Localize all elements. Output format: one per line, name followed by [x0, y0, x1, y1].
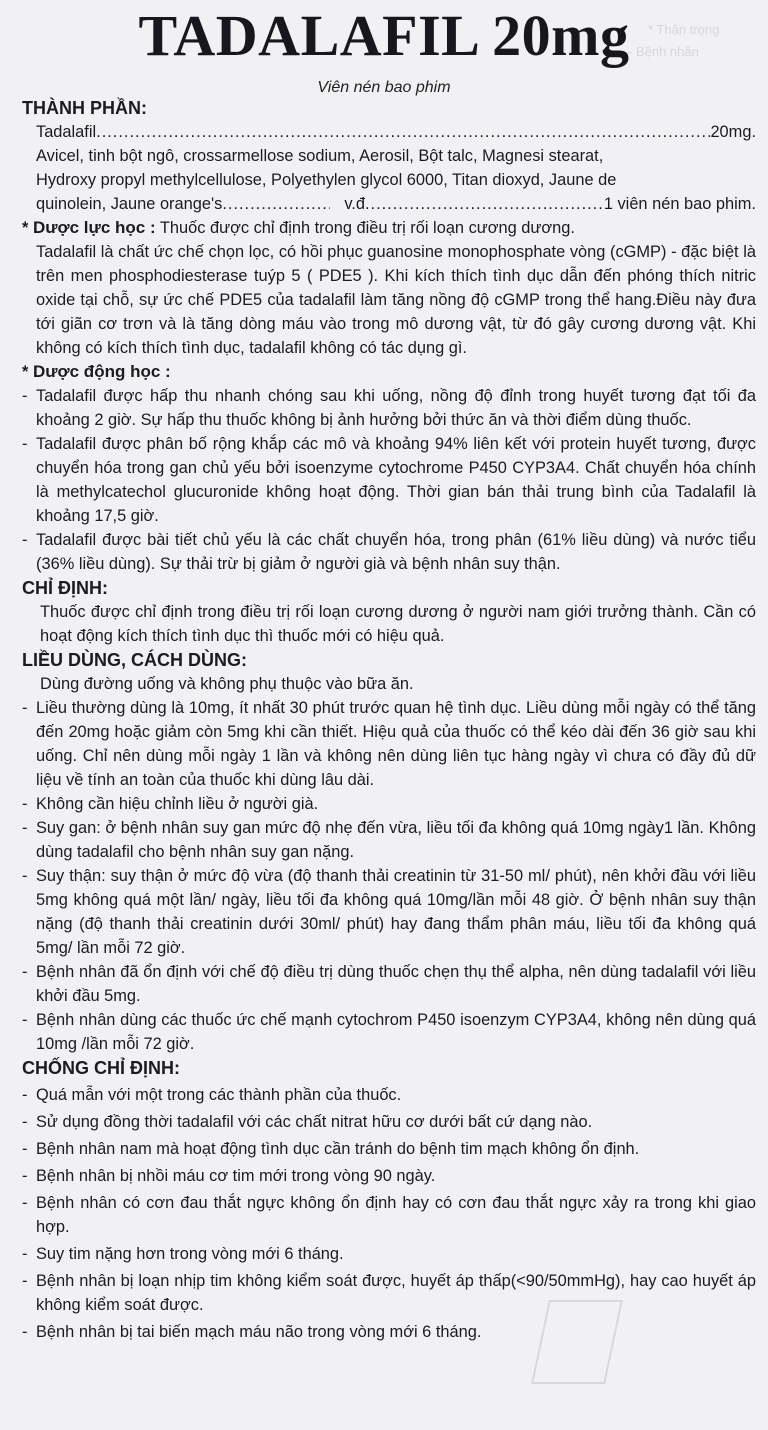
list-item: - Suy tim nặng hơn trong vòng mới 6 tháng. — [0, 1242, 768, 1266]
document-subtitle: Viên nén bao phim — [317, 79, 451, 96]
indications-text: Thuốc được chỉ định trong điều trị rối loạn cương dương ở người nam giới trưởng thành. Cần có hoạt động kích thích tình dục thì thuốc mới có hiệu quả. — [40, 603, 756, 645]
list-item: - Tadalafil được phân bố rộng khắp các mô và khoảng 94% liên kết với protein huyết tương, được chuyển hóa trong gan chủ yếu bởi isoenzyme cytochrome P450 CYP3A4. Chất chuyển hóa chính là methylcatechol glucuronide không hoạt động. Thời gian bán thải trung bình của Tadalafil là khoảng 17,5 giờ. — [0, 432, 768, 528]
ingredient-line-tadalafil: Tadalafil ..... 20mg. — [0, 120, 768, 144]
list-item: - Bệnh nhân bị loạn nhịp tim không kiểm soát được, huyết áp thấp(<90/50mmHg), hay cao huyết áp không kiểm soát được. — [0, 1269, 768, 1317]
dot-leader — [365, 192, 604, 216]
list-item: - Bệnh nhân bị nhồi máu cơ tim mới trong vòng 90 ngày. — [0, 1164, 768, 1188]
ingredients-heading: THÀNH PHẦN: — [22, 98, 147, 118]
show-through-text: - Bệnh nhân — [628, 44, 699, 59]
excipients-line-last: quinolein, Jaune orange's ..... v.đ ..... 1 viên nén bao phim. — [0, 192, 768, 216]
list-item: - Bệnh nhân có cơn đau thắt ngực không ổn định hay có cơn đau thắt ngực xảy ra trong khi giao hợp. — [0, 1191, 768, 1239]
list-item: - Sử dụng đồng thời tadalafil với các chất nitrat hữu cơ dưới bất cứ dạng nào. — [0, 1110, 768, 1134]
list-item: - Liều thường dùng là 10mg, ít nhất 30 phút trước quan hệ tình dục. Liều dùng mỗi ngày có thể tăng đến 20mg hoặc giảm còn 5mg khi cần thiết. Hiệu quả của thuốc có thể kéo dài đến 36 giờ sau khi uống. Chỉ nên dùng mỗi ngày 1 lần và không nên dùng liên tục hàng ngày vì chưa có đầy đủ dữ liệu về tính an toàn của thuốc khi dùng lâu dài. — [0, 696, 768, 792]
list-item: - Bệnh nhân nam mà hoạt động tình dục cần tránh do bệnh tim mạch không ổn định. — [0, 1137, 768, 1161]
list-item: - Suy thận: suy thận ở mức độ vừa (độ thanh thải creatinin từ 31-50 ml/ phút), nên khởi đầu với liều 5mg không quá một lần/ ngày, liều tối đa không quá 10mg/lần mỗi 48 giờ. Ở bệnh nhân suy thận nặng (độ thanh thải creatinin dưới 30ml/ phút) hay đang thẩm phân máu, liều tối đa không quá 5mg/ lần mỗi 72 giờ. — [0, 864, 768, 960]
contraindications-heading: CHỐNG CHỈ ĐỊNH: — [22, 1058, 180, 1078]
list-item: - Không cần hiệu chỉnh liều ở người già. — [0, 792, 768, 816]
list-item: - Quá mẫn với một trong các thành phần của thuốc. — [0, 1083, 768, 1107]
list-item: - Bệnh nhân dùng các thuốc ức chế mạnh cytochrom P450 isoenzym CYP3A4, không nên dùng quá 10mg /lần mỗi 72 giờ. — [0, 1008, 768, 1056]
dosage-intro: Dùng đường uống và không phụ thuộc vào bữa ăn. — [40, 675, 414, 693]
dosage-heading: LIỀU DÙNG, CÁCH DÙNG: — [22, 650, 247, 670]
pharmacodynamics-text: Tadalafil là chất ức chế chọn lọc, có hồi phục guanosine monophosphate vòng (cGMP) - đặc biệt là trên men phosphodiesterase tuýp 5 ( PDE5 ). Khi kích thích tình dục dẫn đến phóng thích nitric oxide tại chỗ, sự ức chế PDE5 của tadalafil làm tăng nồng độ cGMP trong thể hang.Điều này đưa tới giãn cơ trơn và là tăng dòng máu vào trong mô dương vật, từ đó gây cương dương vật. Khi không có kích thích tình dục, tadalafil không có tác dụng gì. — [36, 243, 756, 357]
dot-leader — [96, 120, 710, 144]
pharmacokinetics-heading-line: * Dược động học : — [22, 362, 171, 381]
pharmacodynamics-heading: Dược lực học : — [32, 218, 156, 237]
indications-heading: CHỈ ĐỊNH: — [22, 578, 108, 598]
list-item: - Tadalafil được hấp thu nhanh chóng sau khi uống, nồng độ đỉnh trong huyết tương đạt tối đa khoảng 2 giờ. Sự hấp thu thuốc không bị ảnh hưởng bởi thức ăn và thời điểm dùng thuốc. — [0, 384, 768, 432]
document-body — [0, 96, 768, 1344]
excipients-line: Avicel, tinh bột ngô, crossarmellose sodium, Aerosil, Bột talc, Magnesi stearat, — [36, 147, 604, 165]
pharmacodynamics-first-line: * Dược lực học : Thuốc được chỉ định trong điều trị rối loạn cương dương. — [22, 218, 575, 237]
list-item: - Tadalafil được bài tiết chủ yếu là các chất chuyển hóa, trong phân (61% liều dùng) và nước tiểu (36% liều dùng). Sự thải trừ bị giảm ở người già và bệnh nhân suy thận. — [0, 528, 768, 576]
document-title: TADALAFIL 20mg — [138, 3, 630, 68]
dot-leader — [222, 192, 330, 216]
show-through-text: * Thận trọng — [648, 22, 720, 37]
list-item: - Bệnh nhân bị tai biến mạch máu não trong vòng mới 6 tháng. — [0, 1320, 768, 1344]
excipients-line: Hydroxy propyl methylcellulose, Polyethylen glycol 6000, Titan dioxyd, Jaune de — [36, 171, 617, 189]
list-item: - Bệnh nhân đã ổn định với chế độ điều trị dùng thuốc chẹn thụ thể alpha, nên dùng tadalafil với liều khởi đầu 5mg. — [0, 960, 768, 1008]
list-item: - Suy gan: ở bệnh nhân suy gan mức độ nhẹ đến vừa, liều tối đa không quá 10mg ngày1 lần. Không dùng tadalafil cho bệnh nhân suy gan nặng. — [0, 816, 768, 864]
pharmacokinetics-heading: Dược động học : — [32, 362, 171, 381]
